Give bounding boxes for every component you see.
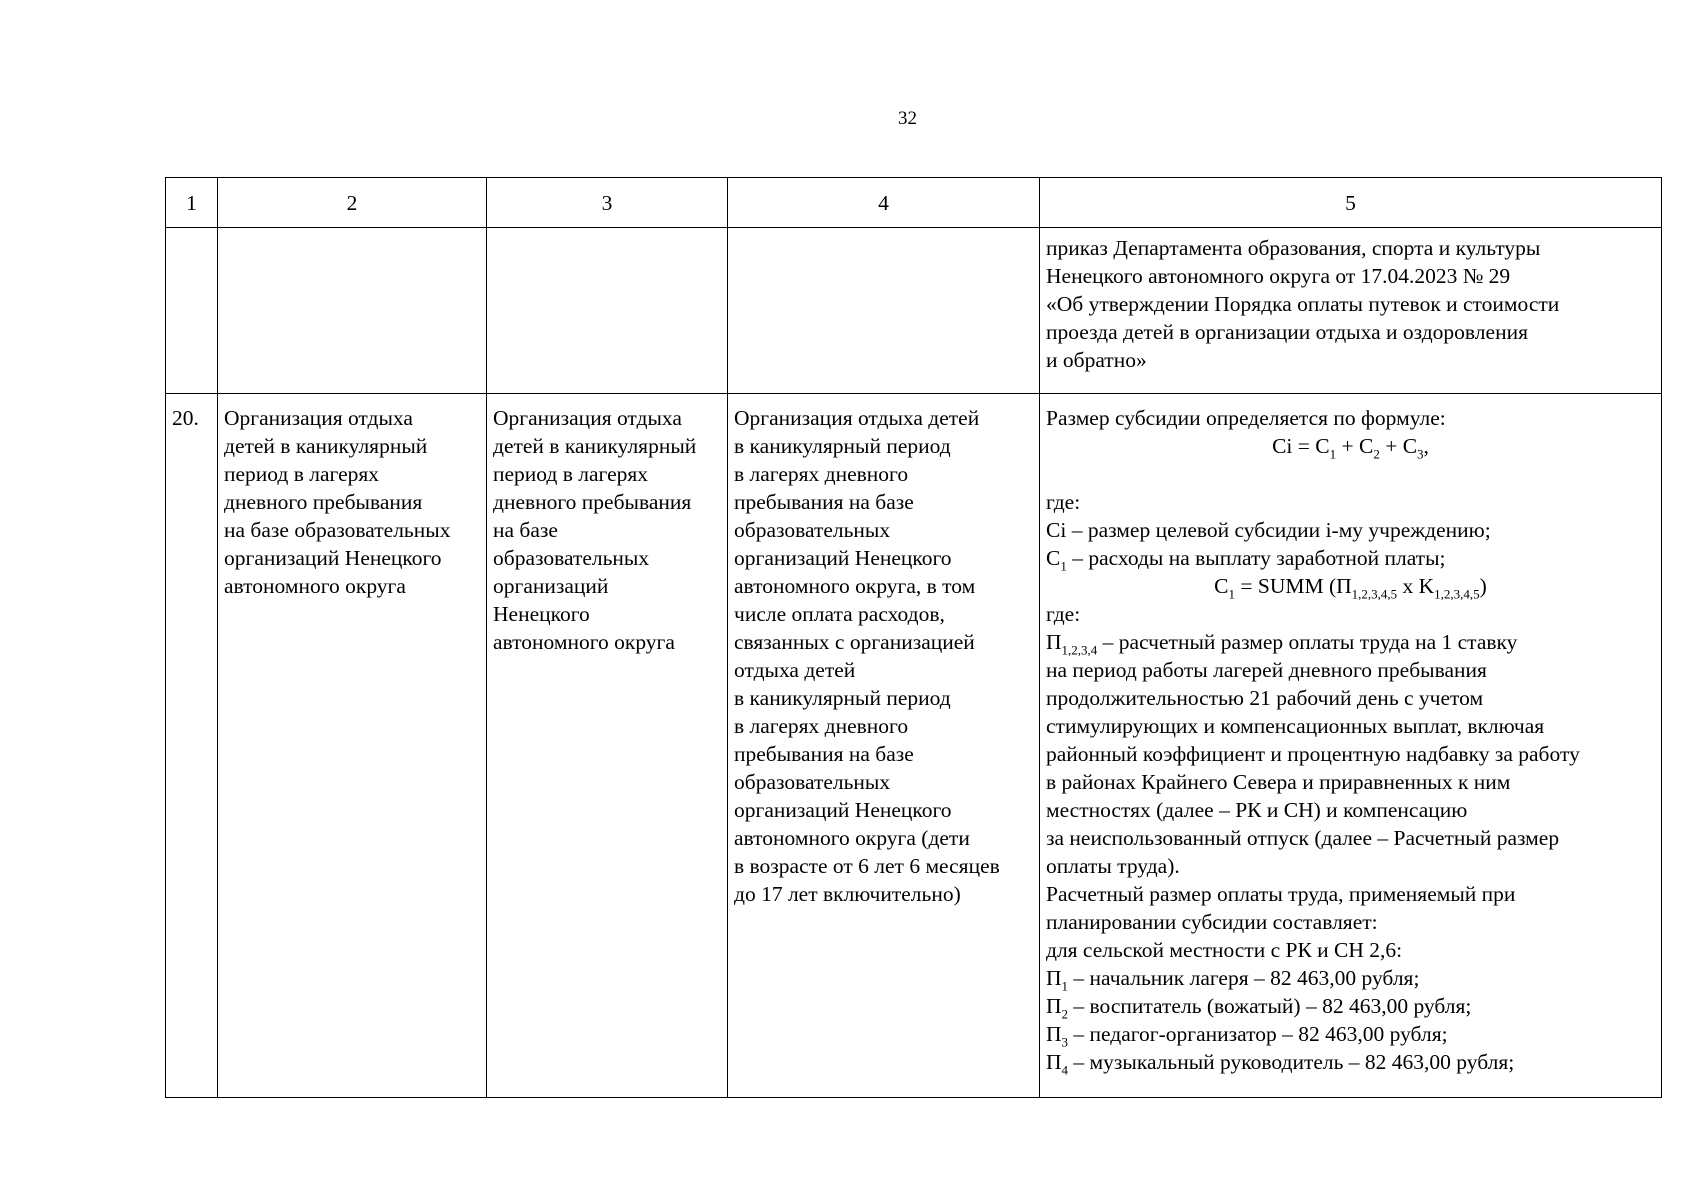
purpose-description: Организация отдыха детей в каникулярный период в лагерях дневного пребывания на базе образовательных организаций Ненецкого автономного округа, в том числе оплата расходов, связанных с организацией отдыха детей в каникулярный период в лагерях дневного пребывания на базе образовательных организаций Ненецкого автономного округа (дети в возрасте от 6 лет 6 месяцев до 17 лет включительно) [728,394,1040,1098]
event-name: Организация отдыха детей в каникулярный период в лагерях дневного пребывания на базе образовательных организаций Ненецкого автономного округа [218,394,487,1098]
column-number-1: 1 [166,178,218,228]
calc-rate-intro: Расчетный размер оплаты труда, применяемый при планировании субсидии составляет: [1046,882,1516,934]
column-number-3: 3 [487,178,728,228]
continuation-cell-4 [728,228,1040,394]
rate-p3: $П_3$ – педагог-организатор – 82 463,00 рубля; [1046,1022,1448,1050]
rural-rate-label: для сельской местности с РК и СН 2,6: [1046,938,1403,962]
formula-c1: $C_1$ = SUMM ($П_{1,2,3,4,5}$ x $K_{1,2,3,4,5}$) [1214,574,1487,602]
c1-definition: $C_1$ – расходы на выплату заработной платы; [1046,546,1446,574]
column-number-2: 2 [218,178,487,228]
regulation-table [165,177,1662,1098]
continuation-legal-basis: приказ Департамента образования, спорта и культуры Ненецкого автономного округа от 17.04.2023 № 29 «Об утверждении Порядка оплаты путевок и стоимости проезда детей в организации отдыха и оздоровления и обратно» [1040,228,1662,394]
rate-p1: $П_1$ – начальник лагеря – 82 463,00 рубля; [1046,966,1420,994]
rate-p2: $П_2$ – воспитатель (вожатый) – 82 463,00 рубля; [1046,994,1472,1022]
rate-p4: $П_4$ – музыкальный руководитель – 82 463,00 рубля; [1046,1050,1515,1078]
continuation-row [166,228,1662,394]
calc-intro-text: Размер субсидии определяется по формуле: [1046,406,1446,430]
ci-definition: Ci – размер целевой субсидии i-му учреждению; [1046,518,1491,542]
where-label-2: где: [1046,602,1081,626]
p-definition: $П_{1,2,3,4}$ – расчетный размер оплаты труда на 1 ставку на период работы лагерей дневного пребывания продолжительностью 21 рабочий день с учетом стимулирующих и компенсационных выплат, включая районный коэффициент и процентную надбавку за работу в районах Крайнего Севера и приравненных к ним местностях (далее – РК и СН) и компенсацию за неиспользованный отпуск (далее – Расчетный размер оплаты труда). [1046,630,1580,878]
column-number-row [166,178,1662,228]
continuation-cell-3 [487,228,728,394]
continuation-cell-2 [218,228,487,394]
column-number-4: 4 [728,178,1040,228]
measure-name: Организация отдыха детей в каникулярный период в лагерях дневного пребывания на базе образовательных организаций Ненецкого автономного округа [487,394,728,1098]
formula-total: $Ci = C_1 + C_2 + C_3$, [1272,434,1429,462]
where-label-1: где: [1046,490,1081,514]
column-number-5: 5 [1040,178,1662,228]
row-number: 20. [166,394,218,1098]
page-number: 32 [898,108,917,129]
continuation-cell-1 [166,228,218,394]
subsidy-calculation [1040,394,1662,1098]
row-20 [166,394,1662,1098]
